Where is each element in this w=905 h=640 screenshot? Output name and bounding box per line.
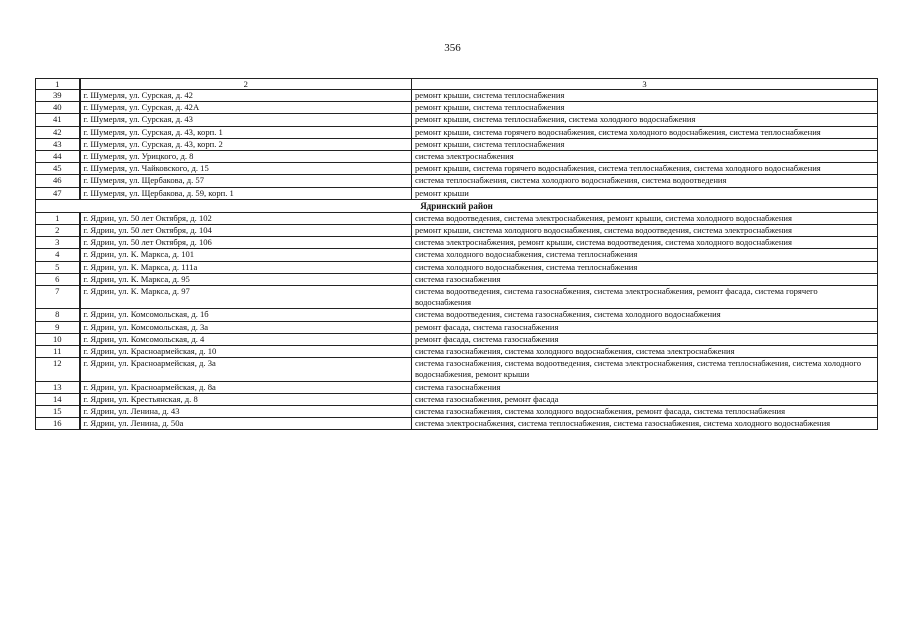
table-row <box>36 126 878 138</box>
row-number: 47 <box>36 187 80 199</box>
row-number: 42 <box>36 126 80 138</box>
row-address: г. Шумерля, ул. Щербакова, д. 59, корп. 1 <box>80 187 412 199</box>
row-works: ремонт крыши, система теплоснабжения <box>412 138 878 150</box>
row-number: 44 <box>36 151 80 163</box>
row-works: ремонт крыши, система теплоснабжения, система холодного водоснабжения <box>412 114 878 126</box>
row-works: ремонт крыши, система холодного водоснабжения, система водоотведения, система электроснабжения <box>412 225 878 237</box>
row-works: система электроснабжения, ремонт крыши, система водоотведения, система холодного водоснабжения <box>412 237 878 249</box>
row-works: система холодного водоснабжения, система теплоснабжения <box>412 249 878 261</box>
row-works: система газоснабжения, система холодного водоснабжения, система электроснабжения <box>412 346 878 358</box>
row-works: система электроснабжения, система теплоснабжения, система газоснабжения, система холодного водоснабжения <box>412 418 878 430</box>
row-address: г. Ядрин, ул. Ленина, д. 50а <box>80 418 412 430</box>
row-works: система газоснабжения, система холодного водоснабжения, ремонт фасада, система теплоснабжения <box>412 406 878 418</box>
row-number: 1 <box>36 212 80 224</box>
table-row <box>36 237 878 249</box>
table-row <box>36 212 878 224</box>
table-row <box>36 163 878 175</box>
column-number-2: 2 <box>80 79 412 90</box>
row-address: г. Ядрин, ул. К. Маркса, д. 97 <box>80 286 412 309</box>
table-row <box>36 114 878 126</box>
row-address: г. Шумерля, ул. Сурская, д. 43, корп. 2 <box>80 138 412 150</box>
table-row <box>36 151 878 163</box>
row-works: система газоснабжения <box>412 273 878 285</box>
row-works: система водоотведения, система электроснабжения, ремонт крыши, система холодного водоснабжения <box>412 212 878 224</box>
row-address: г. Ядрин, ул. Комсомольская, д. 4 <box>80 333 412 345</box>
table-row <box>36 273 878 285</box>
table-row <box>36 225 878 237</box>
row-number: 45 <box>36 163 80 175</box>
row-address: г. Ядрин, ул. 50 лет Октября, д. 104 <box>80 225 412 237</box>
table-row <box>36 406 878 418</box>
row-works: ремонт фасада, система газоснабжения <box>412 333 878 345</box>
row-works: система газоснабжения, система водоотведения, система электроснабжения, система теплоснабжения, система холодного водоснабжения, ремонт крыши <box>412 358 878 381</box>
table-row <box>36 333 878 345</box>
row-number: 40 <box>36 102 80 114</box>
row-address: г. Ядрин, ул. Ленина, д. 43 <box>80 406 412 418</box>
row-address: г. Ядрин, ул. Красноармейская, д. 8а <box>80 381 412 393</box>
table-row <box>36 309 878 321</box>
row-number: 39 <box>36 90 80 102</box>
row-address: г. Шумерля, ул. Щербакова, д. 57 <box>80 175 412 187</box>
table-row <box>36 358 878 381</box>
row-address: г. Шумерля, ул. Урицкого, д. 8 <box>80 151 412 163</box>
table-row <box>36 418 878 430</box>
row-number: 13 <box>36 381 80 393</box>
row-address: г. Ядрин, ул. Крестьянская, д. 8 <box>80 393 412 405</box>
row-number: 16 <box>36 418 80 430</box>
row-address: г. Ядрин, ул. Комсомольская, д. 1б <box>80 309 412 321</box>
table-row <box>36 346 878 358</box>
row-number: 41 <box>36 114 80 126</box>
row-number: 7 <box>36 286 80 309</box>
row-address: г. Ядрин, ул. Красноармейская, д. 3а <box>80 358 412 381</box>
row-address: г. Шумерля, ул. Чайковского, д. 15 <box>80 163 412 175</box>
row-address: г. Шумерля, ул. Сурская, д. 43 <box>80 114 412 126</box>
row-works: ремонт крыши, система горячего водоснабжения, система холодного водоснабжения, система теплоснабжения <box>412 126 878 138</box>
row-works: система газоснабжения, ремонт фасада <box>412 393 878 405</box>
row-address: г. Ядрин, ул. К. Маркса, д. 95 <box>80 273 412 285</box>
row-works: ремонт крыши, система теплоснабжения <box>412 102 878 114</box>
row-works: система теплоснабжения, система холодного водоснабжения, система водоотведения <box>412 175 878 187</box>
row-works: система водоотведения, система газоснабжения, система холодного водоснабжения <box>412 309 878 321</box>
row-works: ремонт крыши, система теплоснабжения <box>412 90 878 102</box>
table-row <box>36 261 878 273</box>
row-address: г. Шумерля, ул. Сурская, д. 42 <box>80 90 412 102</box>
column-number-3: 3 <box>412 79 878 90</box>
table-row <box>36 102 878 114</box>
table-row <box>36 175 878 187</box>
row-works: система водоотведения, система газоснабжения, система электроснабжения, ремонт фасада, система горячего водоснабжения <box>412 286 878 309</box>
row-works: система холодного водоснабжения, система теплоснабжения <box>412 261 878 273</box>
row-number: 4 <box>36 249 80 261</box>
row-works: система электроснабжения <box>412 151 878 163</box>
table-row <box>36 90 878 102</box>
row-number: 3 <box>36 237 80 249</box>
row-number: 9 <box>36 321 80 333</box>
table-row <box>36 381 878 393</box>
row-address: г. Ядрин, ул. К. Маркса, д. 111а <box>80 261 412 273</box>
row-address: г. Ядрин, ул. Комсомольская, д. 3а <box>80 321 412 333</box>
repair-table-body <box>36 79 878 430</box>
column-number-1: 1 <box>36 79 80 90</box>
row-address: г. Ядрин, ул. 50 лет Октября, д. 102 <box>80 212 412 224</box>
row-number: 10 <box>36 333 80 345</box>
table-row <box>36 321 878 333</box>
row-number: 11 <box>36 346 80 358</box>
row-works: ремонт крыши, система горячего водоснабжения, система теплоснабжения, система холодного водоснабжения <box>412 163 878 175</box>
row-number: 8 <box>36 309 80 321</box>
row-number: 6 <box>36 273 80 285</box>
table-row <box>36 286 878 309</box>
table-row <box>36 249 878 261</box>
row-works: ремонт фасада, система газоснабжения <box>412 321 878 333</box>
district-heading-row <box>36 199 878 212</box>
table-row <box>36 138 878 150</box>
repair-table <box>35 78 878 430</box>
row-number: 15 <box>36 406 80 418</box>
row-address: г. Ядрин, ул. Красноармейская, д. 10 <box>80 346 412 358</box>
row-number: 43 <box>36 138 80 150</box>
row-number: 2 <box>36 225 80 237</box>
row-number: 46 <box>36 175 80 187</box>
column-number-row <box>36 79 878 90</box>
table-row <box>36 393 878 405</box>
page-number: 356 <box>444 42 461 54</box>
row-address: г. Ядрин, ул. 50 лет Октября, д. 106 <box>80 237 412 249</box>
district-heading: Ядринский район <box>36 199 878 212</box>
row-address: г. Шумерля, ул. Сурская, д. 42А <box>80 102 412 114</box>
row-address: г. Шумерля, ул. Сурская, д. 43, корп. 1 <box>80 126 412 138</box>
table-row <box>36 187 878 199</box>
row-address: г. Ядрин, ул. К. Маркса, д. 101 <box>80 249 412 261</box>
row-number: 14 <box>36 393 80 405</box>
row-number: 5 <box>36 261 80 273</box>
row-works: система газоснабжения <box>412 381 878 393</box>
row-number: 12 <box>36 358 80 381</box>
row-works: ремонт крыши <box>412 187 878 199</box>
